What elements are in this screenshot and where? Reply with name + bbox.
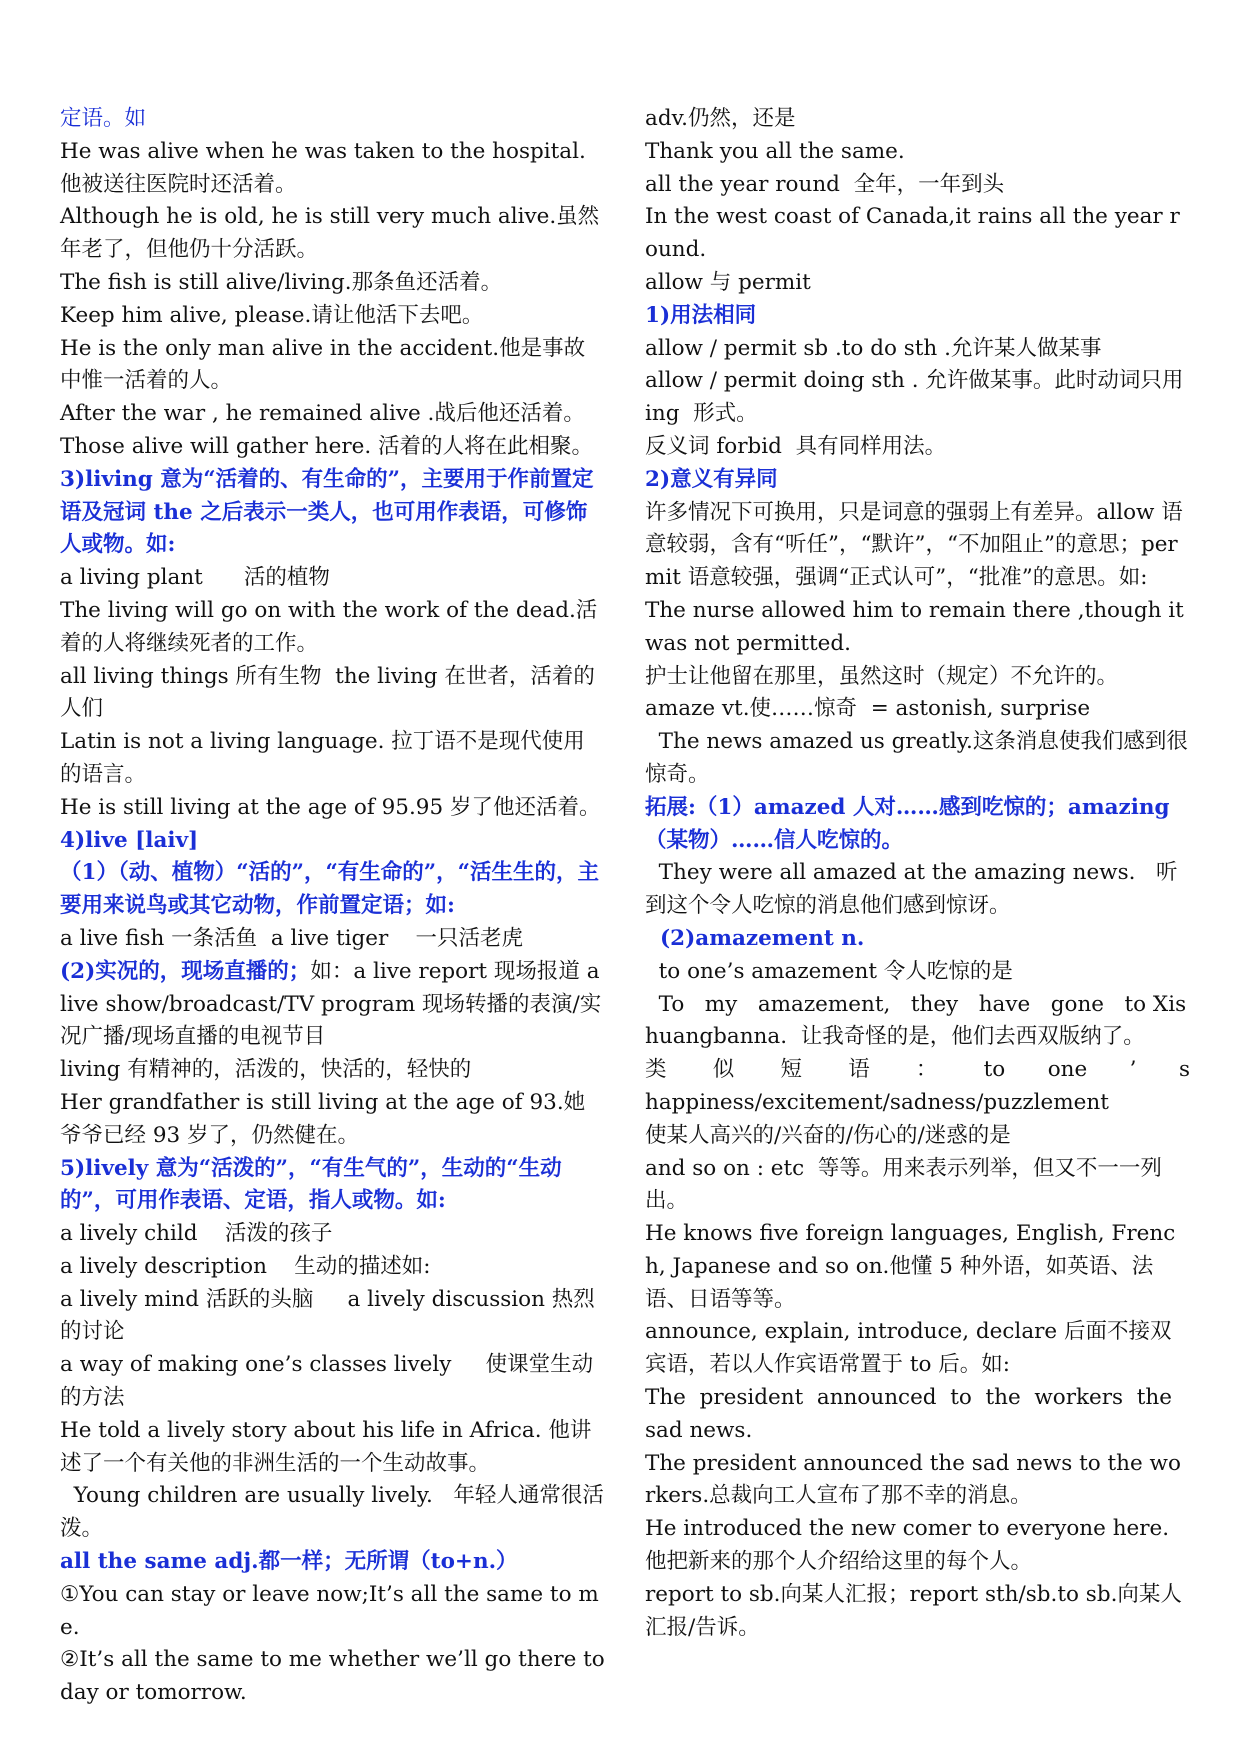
heading-phrase: (2)实况的，现场直播的； — [60, 958, 311, 984]
left-column-paragraph: Young children are usually lively. 年轻人通常很活泼。 — [60, 1483, 604, 1542]
left-column-paragraph: The fish is still alive/living.那条鱼还活着。 — [60, 269, 503, 295]
right-column-paragraph: announce, explain, introduce, declare 后面不接双宾语，若以人作宾语常置于 to 后。如: — [645, 1319, 1172, 1378]
left-column-paragraph: He was alive when he was taken to the hospital.他被送往医院时还活着。 — [60, 138, 586, 197]
right-column-paragraph: Thank you all the same. — [645, 138, 905, 164]
left-column-paragraph: ②It’s all the same to me whether we’ll go there today or tomorrow. — [60, 1647, 605, 1706]
left-column-paragraph: He is still living at the age of 95.95 岁了他还活着。 — [60, 794, 601, 820]
left-column-paragraph: Latin is not a living language. 拉丁语不是现代使用的语言。 — [60, 729, 585, 787]
right-column-paragraph: He introduced the new comer to everyone here.他把新来的那个人介绍给这里的每个人。 — [645, 1516, 1170, 1575]
left-column-paragraph: 3)living 意为“活着的、有生命的”，主要用于作前置定语及冠词 the 之后表示一类人，也可用作表语，可修饰人或物。如: — [60, 466, 594, 558]
right-column-paragraph: 反义词 forbid 具有同样用法。 — [645, 433, 947, 459]
left-column-paragraph: all living things 所有生物 the living 在世者，活着的人们 — [60, 663, 595, 722]
left-column-paragraph: a lively mind 活跃的头脑 a lively discussion 热烈的讨论 — [60, 1286, 595, 1345]
left-column-paragraph: The living will go on with the work of the dead.活着的人将继续死者的工作。 — [60, 597, 598, 656]
right-column-paragraph: allow 与 permit — [645, 269, 811, 295]
left-column — [60, 103, 605, 1710]
left-column-paragraph: He is the only man alive in the accident.他是事故中惟一活着的人。 — [60, 335, 586, 394]
right-column-paragraph: all the year round 全年，一年到头 — [645, 171, 1005, 197]
right-column-paragraph: allow / permit doing sth . 允许做某事。此时动词只用 ing 形式。 — [645, 368, 1191, 427]
right-column-paragraph: (2)amazement n. — [645, 925, 865, 951]
left-column-paragraph: ①You can stay or leave now;It’s all the same to me. — [60, 1581, 599, 1640]
right-column-paragraph: to one’s amazement 令人吃惊的是 — [645, 958, 1013, 984]
left-column-paragraph: Although he is old, he is still very much alive.虽然年老了，但他仍十分活跃。 — [60, 204, 600, 263]
right-column-paragraph: 1)用法相同 — [645, 302, 757, 328]
left-column-paragraph: a living plant 活的植物 — [60, 565, 330, 591]
right-column-paragraph: The nurse allowed him to remain there ,though it was not permitted. — [645, 597, 1191, 656]
right-column-paragraph: To my amazement, they have gone to Xishuangbanna. 让我奇怪的是，他们去西双版纳了。 — [645, 991, 1187, 1050]
right-column-paragraph: The president announced to the workers the sad news. — [645, 1385, 1186, 1443]
left-column-paragraph: a lively description 生动的描述如: — [60, 1253, 431, 1279]
right-column-paragraph: In the west coast of Canada,it rains all the year round. — [645, 204, 1180, 263]
left-column-paragraph: After the war , he remained alive .战后他还活着。 — [60, 401, 585, 427]
right-column-paragraph: and so on : etc 等等。用来表示列举，但又不一一列出。 — [645, 1155, 1162, 1214]
left-column-paragraph: Keep him alive, please.请让他活下去吧。 — [60, 302, 484, 328]
left-column-paragraph: 4)live [laiv] — [60, 827, 199, 853]
right-column-paragraph: allow / permit sb .to do sth .允许某人做某事 — [645, 335, 1102, 361]
right-column-paragraph: The news amazed us greatly.这条消息使我们感到很惊奇。 — [645, 729, 1188, 787]
right-column-paragraph: report to sb.向某人汇报；report sth/sb.to sb.向某人汇报/告诉。 — [645, 1581, 1182, 1640]
right-column-paragraph: He knows five foreign languages, English, French, Japanese and so on.他懂 5 种外语，如英语、法语、日语等等。 — [645, 1221, 1176, 1312]
left-column-paragraph: （1）（动、植物）“活的”，“有生命的”，“活生生的，主要用来说鸟或其它动物，作前置定语；如: — [60, 860, 600, 919]
right-column — [645, 103, 1190, 1644]
right-column-paragraph: amaze vt.使……惊奇 = astonish, surprise — [645, 696, 1091, 722]
right-column-paragraph: 2)意义有异同 — [645, 466, 778, 492]
right-column-paragraph: 使某人高兴的/兴奋的/伤心的/迷惑的是 — [645, 1122, 1011, 1148]
right-column-paragraph: 拓展:（1）amazed 人对……感到吃惊的；amazing（某物）……信人吃惊的。 — [645, 794, 1170, 853]
right-column-paragraph: 护士让他留在那里，虽然这时（规定）不允许的。 — [645, 663, 1119, 689]
example-text: 如：a live report 现场报道 a live show/broadcast/TV program 现场转播的表演/实况广播/现场直播的电视节目 — [60, 958, 607, 1050]
left-column-paragraph: 定语。如 — [60, 106, 147, 131]
right-column-paragraph: They were all amazed at the amazing news. 听到这个令人吃惊的消息他们感到惊讶。 — [645, 860, 1178, 919]
left-column-paragraph — [60, 956, 605, 1054]
left-column-paragraph: Those alive will gather here. 活着的人将在此相聚。 — [60, 433, 594, 459]
right-column-paragraph: adv.仍然，还是 — [645, 106, 796, 131]
right-column-paragraph: The president announced the sad news to the workers.总裁向工人宣布了那不幸的消息。 — [645, 1450, 1181, 1509]
right-column-paragraph: happiness/excitement/sadness/puzzlement — [645, 1089, 1109, 1115]
left-column-paragraph: Her grandfather is still living at the age of 93.她爷爷已经 93 岁了，仍然健在。 — [60, 1089, 586, 1148]
left-column-paragraph: a way of making one’s classes lively 使课堂生动的方法 — [60, 1352, 594, 1411]
left-column-paragraph: He told a lively story about his life in Africa. 他讲述了一个有关他的非洲生活的一个生动故事。 — [60, 1417, 592, 1476]
right-column-paragraph: 许多情况下可换用，只是词意的强弱上有差异。allow 语意较弱，含有“听任”，“默许”，“不加阻止”的意思；permit 语意较强，强调“正式认可”，“批准”的意思。如: — [645, 499, 1183, 591]
left-column-paragraph: a live fish 一条活鱼 a live tiger 一只活老虎 — [60, 925, 524, 951]
left-column-paragraph: a lively child 活泼的孩子 — [60, 1221, 333, 1247]
left-column-paragraph: all the same adj.都一样；无所谓（to+n.） — [60, 1549, 518, 1575]
left-column-paragraph: living 有精神的，活泼的，快活的，轻快的 — [60, 1057, 472, 1083]
left-column-paragraph: 5)lively 意为“活泼的”，“有生气的”，生动的“生动的”，可用作表语、定语，指人或物。如: — [60, 1155, 562, 1214]
right-column-paragraph: 类 似 短 语 ： to one ’ s — [645, 1057, 1190, 1083]
